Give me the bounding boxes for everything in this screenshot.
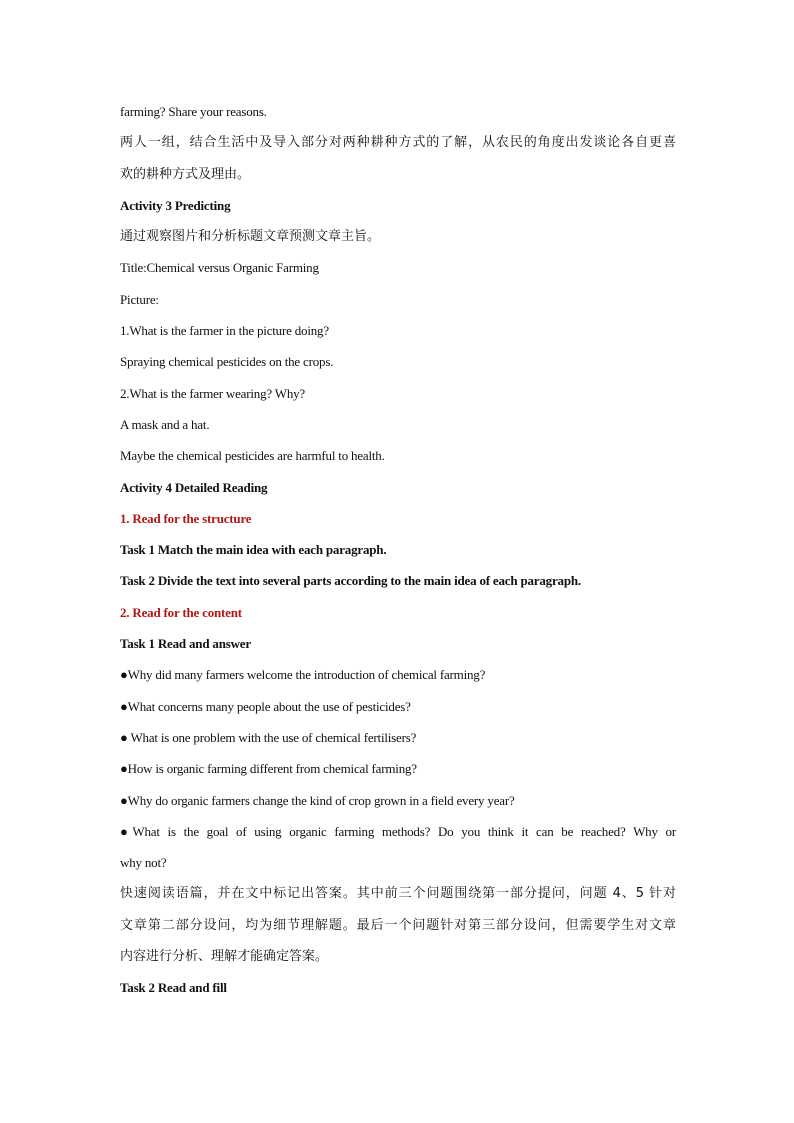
chinese-instruction-line: 两人一组，结合生活中及导入部分对两种耕种方式的了解，从农民的角度出发谈论各自更喜 [120, 135, 676, 151]
activity-heading: Activity 3 Predicting [120, 197, 231, 213]
text-line: farming? Share your reasons. [120, 104, 267, 119]
chinese-instruction-line: 通过观察图片和分析标题文章预测文章主旨。 [120, 229, 381, 245]
bullet-question-continuation: why not? [120, 855, 167, 871]
question-line: 2.What is the farmer wearing? Why? [120, 385, 305, 401]
task-heading: Task 1 Match the main idea with each paragraph. [120, 542, 387, 558]
chinese-instruction-line: 内容进行分析、理解才能确定答案。 [120, 949, 329, 965]
section-heading: 2. Read for the content [120, 604, 242, 620]
section-heading: 1. Read for the structure [120, 510, 252, 526]
bullet-question: ●Why do organic farmers change the kind of crop grown in a field every year? [120, 792, 515, 808]
bullet-question: ● What is one problem with the use of chemical fertilisers? [120, 729, 417, 745]
question-line: 1.What is the farmer in the picture doing? [120, 323, 329, 339]
chinese-instruction-line: 快速阅读语篇，并在文中标记出答案。其中前三个问题围绕第一部分提问，问题 4、5 针对 [120, 886, 676, 902]
chinese-instruction-line: 欢的耕种方式及理由。 [120, 166, 251, 182]
bullet-question: ●What concerns many people about the use of pesticides? [120, 698, 411, 714]
text-line: Title:Chemical versus Organic Farming [120, 260, 319, 276]
task-heading: Task 2 Divide the text into several parts according to the main idea of each paragraph. [120, 573, 581, 589]
answer-line: Maybe the chemical pesticides are harmful to health. [120, 448, 385, 464]
activity-heading: Activity 4 Detailed Reading [120, 479, 268, 495]
bullet-question: ●Why did many farmers welcome the introduction of chemical farming? [120, 667, 486, 683]
task-heading: Task 2 Read and fill [120, 980, 227, 996]
text-line: Picture: [120, 291, 159, 307]
answer-line: A mask and a hat. [120, 416, 210, 432]
document-page [120, 96, 676, 1004]
task-heading: Task 1 Read and answer [120, 636, 251, 652]
bullet-question: ●What is the goal of using organic farming methods? Do you think it can be reached? Why or [120, 823, 676, 839]
bullet-question: ●How is organic farming different from chemical farming? [120, 761, 417, 777]
chinese-instruction-line: 文章第二部分设问，均为细节理解题。最后一个问题针对第三部分设问，但需要学生对文章 [120, 917, 676, 933]
answer-line: Spraying chemical pesticides on the crops. [120, 354, 334, 370]
